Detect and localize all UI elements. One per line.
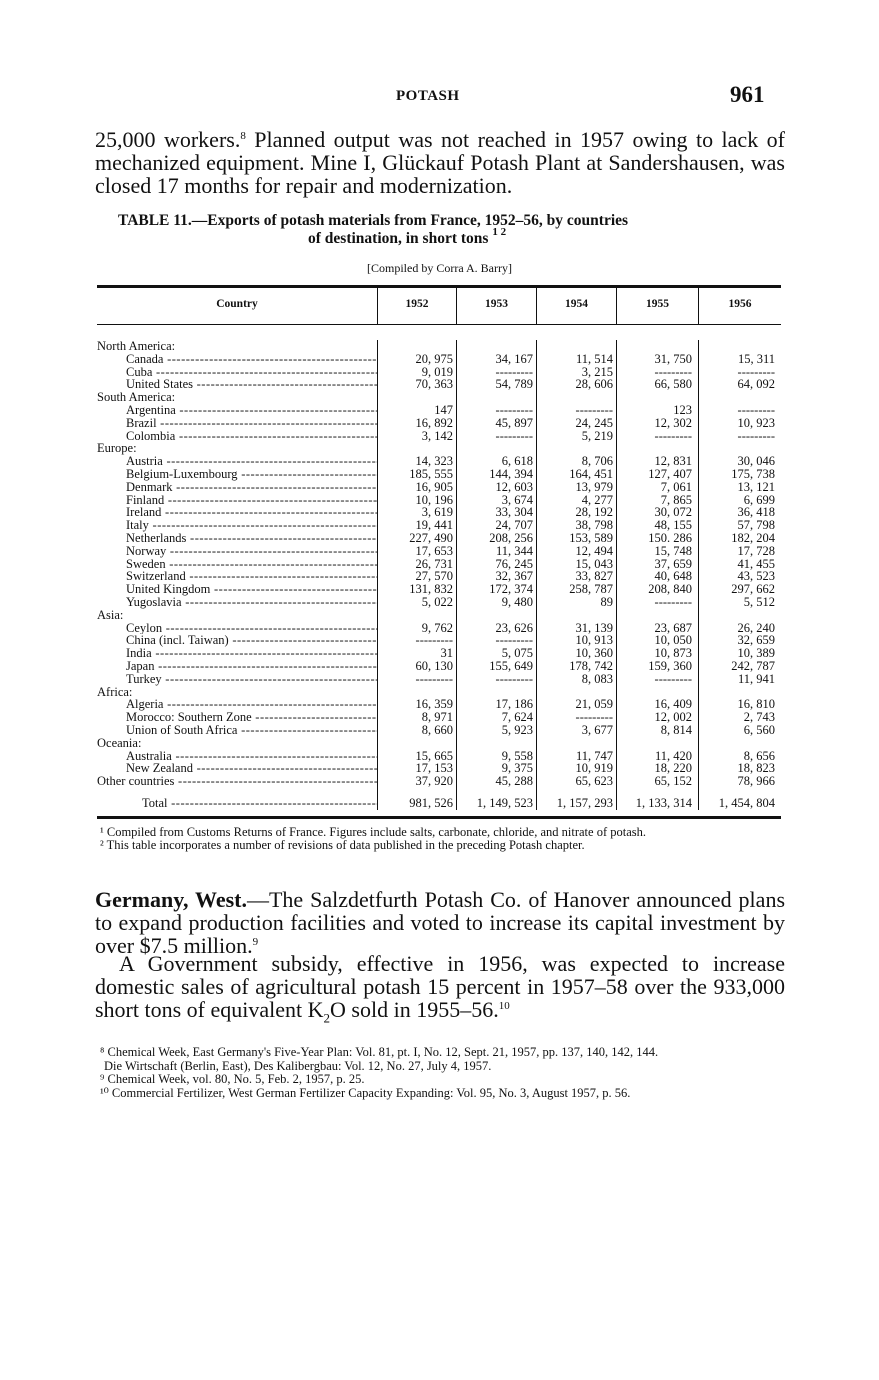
- country-label: Other countries -----: [97, 775, 377, 788]
- table-cell: 28, 606: [575, 377, 613, 392]
- table-cell: 6, 560: [743, 722, 775, 737]
- table-cell: 45, 897: [495, 415, 533, 430]
- country-label: Netherlands -----: [126, 532, 377, 545]
- table-cell: 30, 072: [654, 505, 692, 520]
- table-cell: ---------: [495, 402, 533, 417]
- country-label: United Kingdom -----: [126, 583, 377, 596]
- table-cell: 227, 490: [409, 530, 453, 545]
- table-cell: 32, 367: [495, 569, 533, 584]
- table-cell: 3, 142: [421, 428, 453, 443]
- table-cell: 89: [600, 594, 613, 609]
- table-cell: 8, 706: [581, 454, 613, 469]
- table-cell: 64, 092: [737, 377, 775, 392]
- country-label: Canada -----: [126, 353, 377, 366]
- table-row: [97, 545, 781, 558]
- country-label: Union of South Africa -----: [126, 724, 377, 737]
- table-cell: ---------: [654, 594, 692, 609]
- subsidy-note-ref: 10: [498, 1000, 510, 1012]
- table-cell: 45, 288: [495, 774, 533, 789]
- table-footnote-2: ² This table incorporates a number of revisions of data published in the preceding Potash chapter.: [100, 838, 585, 852]
- table-cell: 155, 649: [489, 658, 533, 673]
- table-cell: ---------: [654, 428, 692, 443]
- table-cell: 182, 204: [731, 530, 775, 545]
- germany-heading: Germany, West.: [95, 887, 247, 912]
- table-cell: 18, 220: [654, 761, 692, 776]
- table-cell: ---------: [495, 364, 533, 379]
- table-row: [97, 481, 781, 494]
- table-cell: 5, 022: [421, 594, 453, 609]
- subsidy-paragraph: [95, 952, 785, 1029]
- table-row: [97, 532, 781, 545]
- table-cell: 7, 061: [660, 479, 692, 494]
- table-cell: 10, 873: [654, 646, 692, 661]
- table-cell: 12, 494: [575, 543, 613, 558]
- table-cell: 19, 441: [415, 518, 453, 533]
- table-cell: 15, 043: [575, 556, 613, 571]
- table-row: [97, 609, 781, 622]
- country-label: Austria -----: [126, 455, 377, 468]
- page-footnotes: [100, 1046, 784, 1100]
- total-1955: 1, 133, 314: [635, 796, 692, 810]
- intro-paragraph: [95, 128, 785, 197]
- table-bottom-rule: [97, 816, 781, 819]
- table-cell: 3, 619: [421, 505, 453, 520]
- table-row: [97, 417, 781, 430]
- table-cell: 144, 394: [489, 466, 533, 481]
- table-cell: 18, 823: [737, 761, 775, 776]
- table-cell: 147: [434, 402, 453, 417]
- table-cell: 16, 905: [415, 479, 453, 494]
- page-footnote-9: ⁹ Chemical Week, vol. 80, No. 5, Feb. 2, 1957, p. 25.: [100, 1072, 365, 1086]
- total-1952: 981, 526: [409, 796, 453, 810]
- table-cell: 153, 589: [569, 530, 613, 545]
- compiled-by: [Compiled by Corra A. Barry]: [367, 261, 512, 275]
- table-row: [97, 596, 781, 609]
- table-cell: 7, 624: [501, 710, 533, 725]
- table-cell: 10, 919: [575, 761, 613, 776]
- region-label: Africa:: [97, 685, 133, 699]
- table-cell: 5, 923: [501, 722, 533, 737]
- table-cell: 12, 831: [654, 454, 692, 469]
- colhead-1952: 1952: [405, 298, 429, 310]
- table-cell: 32, 659: [737, 633, 775, 648]
- total-1954: 1, 157, 293: [556, 796, 613, 810]
- country-label: Cuba -----: [126, 366, 377, 379]
- table-cell: 5, 219: [581, 428, 613, 443]
- table-cell: 164, 451: [569, 466, 613, 481]
- table-top-rule: [97, 285, 781, 288]
- table-cell: 297, 662: [731, 582, 775, 597]
- table-cell: 7, 865: [660, 492, 692, 507]
- table-cell: 78, 966: [737, 774, 775, 789]
- table-cell: 17, 186: [495, 697, 533, 712]
- country-label: Italy -----: [126, 519, 377, 532]
- colhead-country: Country: [216, 298, 258, 310]
- total-row: [97, 796, 781, 812]
- subsidy-subscript: 2: [323, 1010, 331, 1026]
- table-cell: 9, 480: [501, 594, 533, 609]
- table-cell: ---------: [495, 671, 533, 686]
- table-cell: 11, 420: [654, 748, 692, 763]
- page-footnote-10: ¹⁰ Commercial Fertilizer, West German Fertilizer Capacity Expanding: Vol. 95, No. 3, August 1957, p. 56.: [100, 1085, 631, 1100]
- table-row: [97, 737, 781, 750]
- intro-text-a: 25,000 workers.: [95, 127, 241, 152]
- germany-note-ref: 9: [252, 936, 259, 948]
- table-cell: 40, 648: [654, 569, 692, 584]
- table-cell: 34, 167: [495, 351, 533, 366]
- country-label: Sweden -----: [126, 558, 377, 571]
- table-cell: 16, 810: [737, 697, 775, 712]
- table-cell: 2, 743: [743, 710, 775, 725]
- total-1956: 1, 454, 804: [718, 796, 775, 810]
- subsidy-text-b: O sold in 1955–56.: [330, 997, 499, 1022]
- table-cell: 48, 155: [654, 518, 692, 533]
- colhead-1955: 1955: [646, 298, 669, 310]
- table-cell: 131, 832: [409, 582, 453, 597]
- table-cell: 12, 302: [654, 415, 692, 430]
- table-cell: 15, 748: [654, 543, 692, 558]
- subsidy-text-a: A Government subsidy, effective in 1956, was expected to increase domestic sales of agricultural potash 15 percent in 1957–58 over the 933,000 short tons of equivalent K: [95, 951, 785, 1022]
- table-cell: 10, 923: [737, 415, 775, 430]
- table-cell: 9, 375: [501, 761, 533, 776]
- region-label: South America:: [97, 391, 176, 404]
- table-cell: 54, 789: [495, 377, 533, 392]
- country-label: Argentina -----: [126, 404, 377, 417]
- region-label: Oceania:: [97, 736, 142, 750]
- table-cell: 6, 618: [501, 454, 533, 469]
- table-cell: 172, 374: [489, 582, 533, 597]
- table-cell: ---------: [415, 633, 453, 648]
- table-row: [97, 673, 781, 686]
- table-cell: 5, 512: [743, 594, 775, 609]
- table-cell: 16, 409: [654, 697, 692, 712]
- table-cell: 150. 286: [648, 530, 692, 545]
- country-label: United States -----: [126, 378, 377, 391]
- table-cell: 3, 677: [581, 722, 613, 737]
- table-cell: 11, 514: [575, 351, 613, 366]
- table-cell: 10, 913: [575, 633, 613, 648]
- table-cell: 31, 750: [654, 351, 692, 366]
- table-cell: 60, 130: [415, 658, 453, 673]
- region-label: Asia:: [97, 608, 124, 622]
- table-caption-line1: TABLE 11.—Exports of potash materials from France, 1952–56, by countries: [118, 212, 629, 229]
- table-cell: 24, 245: [575, 415, 613, 430]
- table-cell: 30, 046: [737, 454, 775, 469]
- table-caption-line2: of destination, in short tons: [308, 230, 489, 247]
- table-cell: ---------: [737, 402, 775, 417]
- table-cell: 242, 787: [731, 658, 775, 673]
- table-cell: 8, 660: [421, 722, 453, 737]
- germany-text: —The Salzdetfurth Potash Co. of Hanover announced plans to expand production facilities and voted to increase its capital investment by over $7.5 million.: [95, 887, 785, 958]
- table-cell: 208, 256: [489, 530, 533, 545]
- table-cell: 123: [673, 402, 692, 417]
- table-cell: 33, 827: [575, 569, 613, 584]
- table-row: [97, 660, 781, 673]
- country-label: Ireland -----: [126, 506, 377, 519]
- table-row: [97, 340, 781, 353]
- table-cell: 27, 570: [415, 569, 453, 584]
- country-label: Denmark -----: [126, 481, 377, 494]
- colhead-1954: 1954: [565, 298, 588, 310]
- table-cell: 31, 139: [575, 620, 613, 635]
- country-label: Ceylon -----: [126, 622, 377, 635]
- country-label: Algeria -----: [126, 698, 377, 711]
- table-caption-line2-wrap: [118, 226, 778, 248]
- table-row: [97, 724, 781, 737]
- table-cell: 17, 153: [415, 761, 453, 776]
- table-caption: [118, 212, 778, 248]
- page-number: 961: [730, 82, 765, 107]
- table-cell: 28, 192: [575, 505, 613, 520]
- table-cell: ---------: [495, 633, 533, 648]
- table-cell: 41, 455: [737, 556, 775, 571]
- table-header-rule: [97, 324, 781, 325]
- table-cell: 208, 840: [648, 582, 692, 597]
- country-label: Yugoslavia -----: [126, 596, 377, 609]
- country-label: Belgium-Luxembourg -----: [126, 468, 377, 481]
- country-label: Finland -----: [126, 494, 377, 507]
- table-cell: 23, 626: [495, 620, 533, 635]
- colhead-1956: 1956: [728, 298, 752, 310]
- table-cell: ---------: [575, 402, 613, 417]
- intro-note-ref: 8: [240, 130, 246, 142]
- total-1953: 1, 149, 523: [476, 796, 533, 810]
- table-cell: 37, 659: [654, 556, 692, 571]
- colhead-1953: 1953: [485, 298, 508, 310]
- table-cell: 10, 196: [415, 492, 453, 507]
- table-cell: 8, 814: [660, 722, 692, 737]
- table-cell: 17, 653: [415, 543, 453, 558]
- table-cell: ---------: [415, 671, 453, 686]
- table-cell: 36, 418: [737, 505, 775, 520]
- table-row: [97, 378, 781, 391]
- germany-paragraph: [95, 888, 785, 957]
- table-cell: 185, 555: [409, 466, 453, 481]
- country-label: Colombia -----: [126, 430, 377, 443]
- table-row: [97, 711, 781, 724]
- table-cell: ---------: [654, 671, 692, 686]
- table-cell: 37, 920: [415, 774, 453, 789]
- table-cell: 9, 762: [421, 620, 453, 635]
- table-cell: 8, 971: [421, 710, 453, 725]
- country-label: New Zealand -----: [126, 762, 377, 775]
- table-cell: 6, 699: [743, 492, 775, 507]
- table-cell: 38, 798: [575, 518, 613, 533]
- running-title: POTASH: [396, 88, 460, 104]
- country-label: Switzerland -----: [126, 570, 377, 583]
- page-footnote-8b: Die Wirtschaft (Berlin, East), Des Kalibergbau: Vol. 12, No. 27, July 4, 1957.: [104, 1058, 492, 1073]
- table-cell: 11, 747: [575, 748, 613, 763]
- table-footnotes: [100, 826, 784, 852]
- table-cell: ---------: [737, 428, 775, 443]
- country-label: Turkey -----: [126, 673, 377, 686]
- country-label: India -----: [126, 647, 377, 660]
- table-cell: 70, 363: [415, 377, 453, 392]
- table-caption-notes: 1 2: [492, 226, 507, 238]
- region-label: Europe:: [97, 442, 137, 456]
- region-label: North America:: [97, 340, 176, 353]
- country-label: Australia -----: [126, 750, 377, 763]
- table-cell: 9, 558: [501, 748, 533, 763]
- table-cell: ---------: [575, 710, 613, 725]
- table-cell: 9, 019: [421, 364, 453, 379]
- table-cell: 10, 389: [737, 646, 775, 661]
- country-label: China (incl. Taiwan) -----: [126, 634, 377, 647]
- table-cell: 26, 240: [737, 620, 775, 635]
- country-label: Morocco: Southern Zone -----: [126, 711, 377, 724]
- table-row: [97, 430, 781, 443]
- table-cell: 178, 742: [569, 658, 613, 673]
- table-cell: 4, 277: [581, 492, 613, 507]
- table-row: [97, 647, 781, 660]
- table-cell: 33, 304: [495, 505, 533, 520]
- table-cell: 15, 311: [737, 351, 775, 366]
- table-cell: 23, 687: [654, 620, 692, 635]
- table-cell: ---------: [737, 364, 775, 379]
- country-label: Brazil -----: [126, 417, 377, 430]
- table-cell: 10, 360: [575, 646, 613, 661]
- table-cell: 175, 738: [731, 466, 775, 481]
- table-cell: 8, 083: [581, 671, 613, 686]
- table-cell: 3, 674: [501, 492, 533, 507]
- table-footnote-1: ¹ Compiled from Customs Returns of France. Figures include salts, carbonate, chloride, and nitrate of potash.: [100, 825, 646, 839]
- table-cell: 127, 407: [648, 466, 692, 481]
- table-cell: 65, 152: [654, 774, 692, 789]
- table-cell: 15, 665: [415, 748, 453, 763]
- table-cell: 66, 580: [654, 377, 692, 392]
- table-cell: 8, 656: [743, 748, 775, 763]
- page-footnote-8: ⁸ Chemical Week, East Germany's Five-Year Plan: Vol. 81, pt. I, No. 12, Sept. 21, 1957, pp. 137, 140, 142, 144.: [100, 1045, 659, 1059]
- table-body: [97, 340, 781, 788]
- table-row: [97, 353, 781, 366]
- table-cell: 20, 975: [415, 351, 453, 366]
- table-cell: 76, 245: [495, 556, 533, 571]
- table-cell: 17, 728: [737, 543, 775, 558]
- table-row: [97, 775, 781, 788]
- table-cell: 43, 523: [737, 569, 775, 584]
- table-cell: 14, 323: [415, 454, 453, 469]
- country-label: Japan -----: [126, 660, 377, 673]
- table-cell: 258, 787: [569, 582, 613, 597]
- table-row: [97, 404, 781, 417]
- running-head: [0, 82, 879, 112]
- table-cell: 159, 360: [648, 658, 692, 673]
- country-label: Norway -----: [126, 545, 377, 558]
- table-cell: 13, 979: [575, 479, 613, 494]
- table-cell: 24, 707: [495, 518, 533, 533]
- intro-text-b: Planned output was not reached in 1957 owing to lack of mechanized equipment. Mine I, Glückauf Potash Plant at Sandershausen, was closed 17 months for repair and modernization.: [95, 127, 785, 198]
- total-label: Total -----: [142, 796, 377, 811]
- table-cell: 65, 623: [575, 774, 613, 789]
- table-cell: ---------: [654, 364, 692, 379]
- table-cell: 12, 002: [654, 710, 692, 725]
- table-cell: 21, 059: [575, 697, 613, 712]
- table-cell: 11, 344: [495, 543, 533, 558]
- table-cell: 11, 941: [737, 671, 775, 686]
- table-cell: 31: [440, 646, 453, 661]
- table-cell: 26, 731: [415, 556, 453, 571]
- table-cell: 57, 798: [737, 518, 775, 533]
- table-cell: ---------: [495, 428, 533, 443]
- table-cell: 3, 215: [581, 364, 613, 379]
- table-row: [97, 468, 781, 481]
- table-cell: 12, 603: [495, 479, 533, 494]
- table-cell: 16, 359: [415, 697, 453, 712]
- table-cell: 5, 075: [501, 646, 533, 661]
- table-cell: 13, 121: [737, 479, 775, 494]
- table-cell: 10, 050: [654, 633, 692, 648]
- table-cell: 16, 892: [415, 415, 453, 430]
